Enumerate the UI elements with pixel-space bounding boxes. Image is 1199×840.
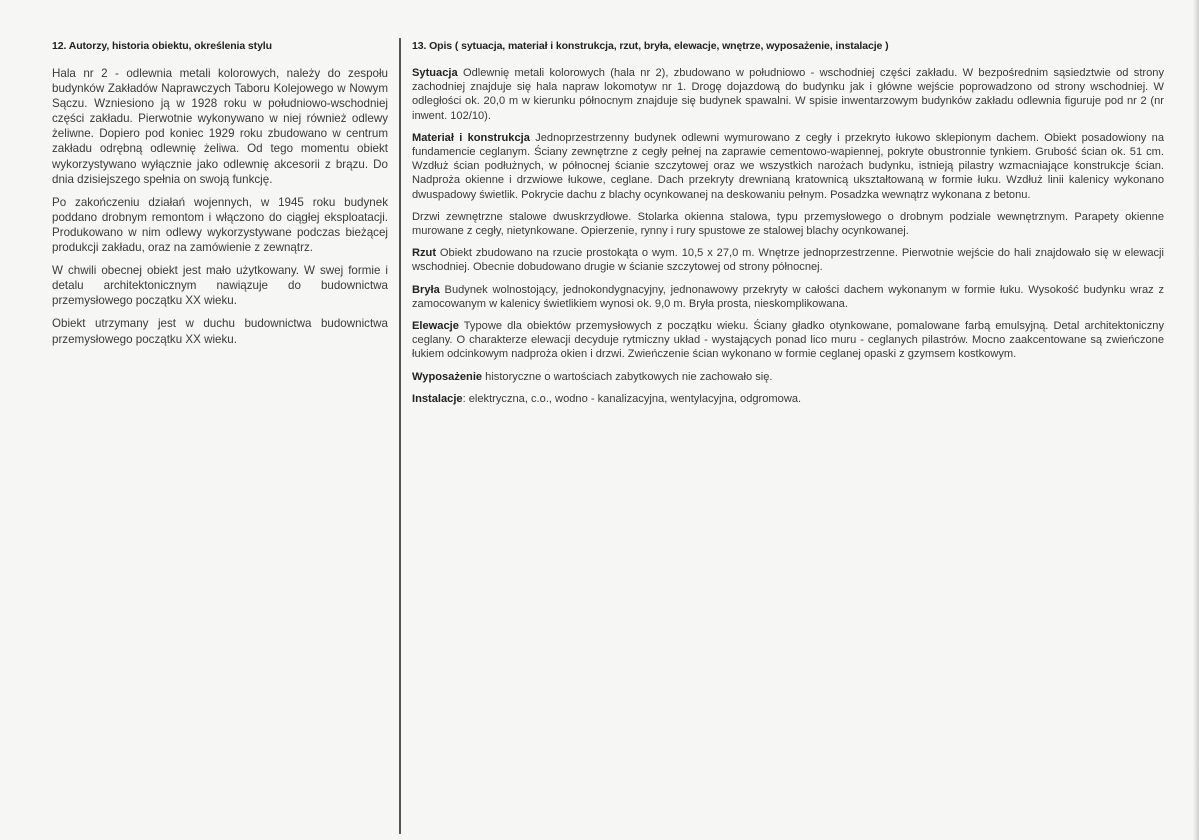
page-edge-shadow [1193,0,1199,840]
column-divider [399,38,401,834]
paragraph-text: Jednoprzestrzenny budynek odlewni wymurowano z cegły i przekryto łukowo sklepionym dachem. Obiekt posadowiony na fundamencie ceglanym. Ściany zewnętrzne z cegły pełnej na zaprawie cementowo-wapiennej, pokryte obustronnie tynkiem. Grubość ścian ok. 51 cm. Wzdłuż ścian podłużnych, w północnej ścianie szczytowej oraz we wszystkich narożach budynku, istnieją pilastry wzmacniające konstrukcje ścian. Nadproża okienne i drzwiowe łukowe, ceglane. Dach przekryty drewnianą kratownicą ukształtowaną w formie łuku. Wzdłuż linii kalenicy wykonano dwuspadowy świetlik. Pokrycie dachu z blachy ocynkowanej na deskowaniu pełnym. Posadzka wewnątrz wykonana z betonu. [412,131,1164,201]
paragraph-drzwi [412,210,1164,238]
section-13-heading: 13. Opis ( sytuacja, materiał i konstrukcja, rzut, bryła, elewacje, wnętrze, wyposażenie, instalacje ) [412,40,889,52]
paragraph-text: Obiekt zbudowano na rzucie prostokąta o wym. 10,5 x 27,0 m. Wnętrze jednoprzestrzenne. Pierwotnie wejście do hali znajdowało się w elewacji wschodniej. Obecnie dobudowano drugie w ścianie szczytowej od strony północnej. [412,247,1164,274]
paragraph-text: Odlewnię metali kolorowych (hala nr 2), zbudowano w południowo - wschodniej części zakładu. W bezpośrednim sąsiedztwie od strony zachodniej znajduje się hala napraw lokomotyw nr 1. Drogę dojazdową do budynku jak i główne wejście poprowadzono od strony wschodniej. W odległości ok. 20,0 m w kierunku północnym znajduje się budynek spawalni. W spisie inwentarzowym budynków zakładu odlewnia figuruje pod nr 2 (nr inwent. 102/10). [412,67,1164,122]
paragraph-rzut [412,246,1164,274]
paragraph: Obiekt utrzymany jest w duchu budownictwa budownictwa przemysłowego początku XX wieku. [52,317,388,346]
paragraph-sytuacja [412,66,1164,123]
paragraph-label: Sytuacja [412,67,458,79]
paragraph-text: Drzwi zewnętrzne stalowe dwuskrzydłowe. Stolarka okienna stalowa, typu przemysłowego o drobnym podziale wewnętrznym. Parapety okienne murowane z cegły, nietynkowane. Opierzenie, rynny i rury spustowe ze stalowej blachy ocynkowanej. [412,210,1164,238]
paragraph-label: Wyposażenie [412,370,483,383]
paragraph-text: Budynek wolnostojący, jednokondygnacyjny, jednonawowy przekryty w całości dachem wykonanym w formie łuku. Wysokość budynku wraz z zamocowanym w kalenicy świetlikiem wynosi ok. 9,0 m. Bryła prosta, nieskomplikowana. [412,283,1164,310]
paragraph-elewacje [412,319,1164,362]
paragraph: Po zakończeniu działań wojennych, w 1945 roku budynek poddano drobnym remontom i włączono do ciągłej eksploatacji. Produkowano w nim odlewy wykorzystywane podczas bieżącej produkcji zakładu, oraz na zamówienie z zewnątrz. [52,195,388,255]
paragraph-label: Bryła [412,283,440,296]
paragraph: W chwili obecnej obiekt jest mało użytkowany. W swej formie i detalu architektonicznym nawiązuje do budownictwa przemysłowego początku XX wieku. [52,264,388,308]
paragraph-instalacje [412,392,1164,406]
left-column [52,40,388,355]
paragraph-bryla [412,283,1164,311]
paragraph-text: Typowe dla obiektów przemysłowych z początku wieku. Ściany gładko otynkowane, pomalowane farbą emulsyjną. Detal architektoniczny ceglany. O charakterze elewacji decyduje rytmiczny układ - wystających ponad lico muru - ceglanych pilastrów. Mocno zaakcentowane są zwieńczone łukiem odcinkowym nadproża okien i drzwi. Zwieńczenie ścian wykonano w formie ceglanej opaski z gzymsem kostkowym. [412,320,1164,361]
paragraph-label: Materiał i konstrukcja [412,131,530,144]
paragraph: Hala nr 2 - odlewnia metali kolorowych, należy do zespołu budynków Zakładów Naprawczych Taboru Kolejowego w Nowym Sączu. Wzniesiono ją w 1928 roku w południowo-wschodniej części zakładu. Pierwotnie wykonywano w niej również odlewy żeliwne. Dopiero pod koniec 1929 roku zbudowano w centrum zakładu odrębną odlewnię żeliwa. Od tego momentu obiekt wykorzystywano wyłącznie jako odlewnię akcesorii z brązu. Do dnia dzisiejszego spełnia on swoją funkcję. [52,67,388,186]
paragraph-wyposazenie [412,370,1164,384]
paragraph-material [412,131,1164,202]
paragraph-text: historyczne o wartościach zabytkowych nie zachowało się. [482,370,773,383]
right-column [412,40,1164,414]
paragraph-label: Instalacje [412,392,463,405]
paragraph-label: Elewacje [412,320,459,333]
paragraph-text: : elektryczna, c.o., wodno - kanalizacyjna, wentylacyjna, odgromowa. [462,392,802,405]
paragraph-label: Rzut [412,247,437,260]
section-12-heading: 12. Autorzy, historia obiektu, określenia stylu [52,40,272,52]
